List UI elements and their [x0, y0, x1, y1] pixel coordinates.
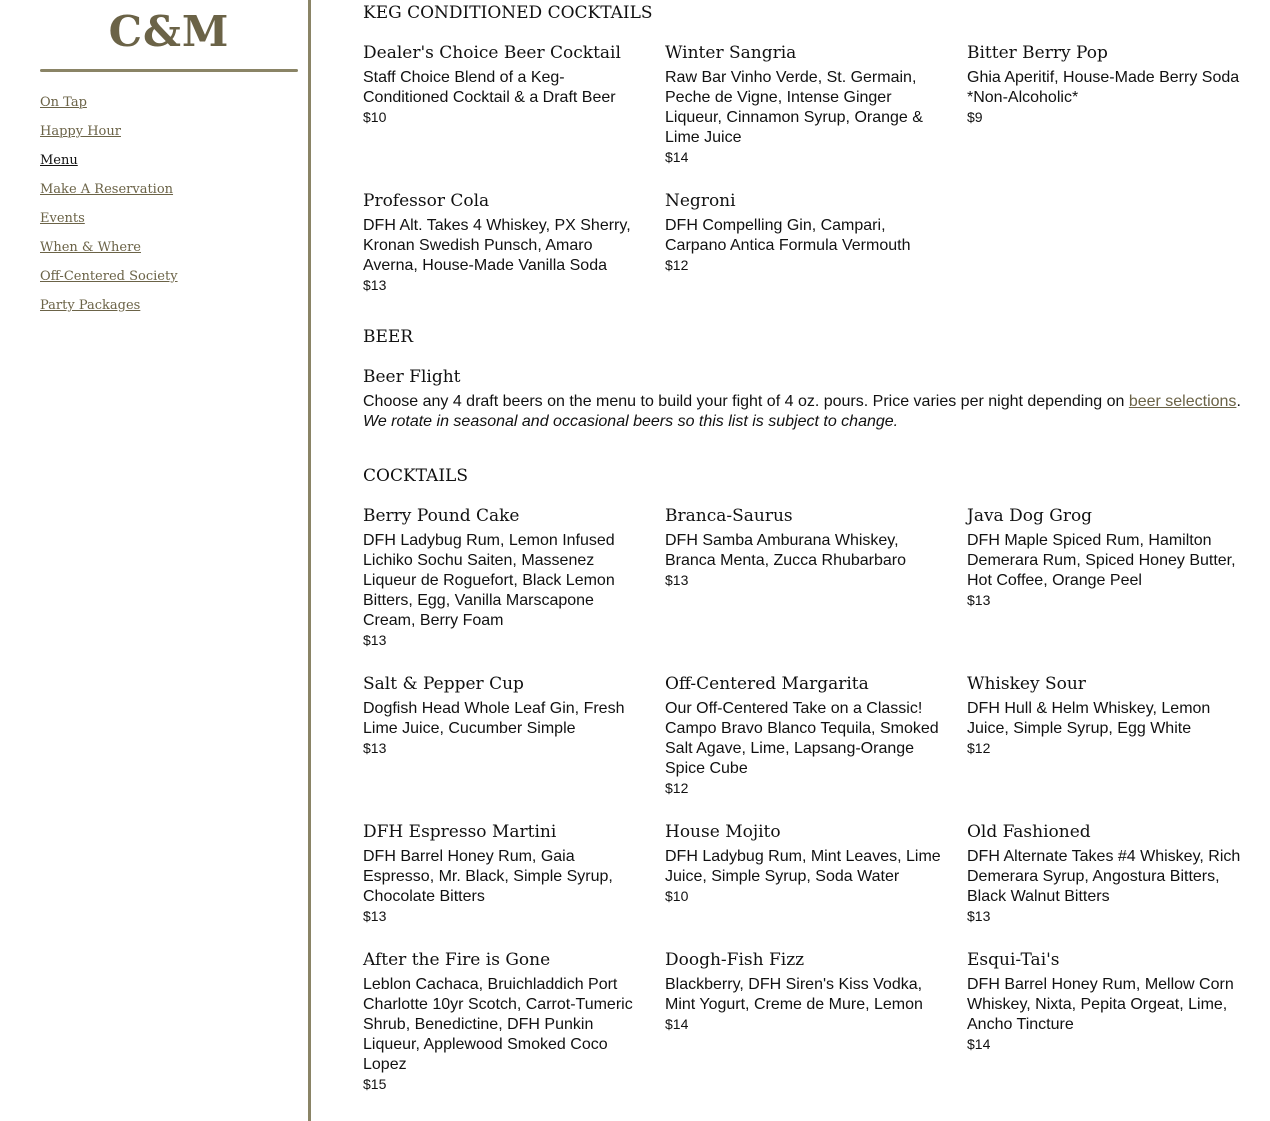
item-description: DFH Samba Amburana Whiskey, Branca Menta, Zucca Rhubarbaro [665, 532, 907, 569]
item-name: Off-Centered Margarita [665, 674, 869, 694]
sidebar [0, 0, 308, 1121]
menu-item [967, 671, 1249, 758]
item-price: $13 [967, 908, 991, 924]
item-price: $12 [665, 257, 689, 273]
item-price: $9 [967, 109, 983, 125]
nav-make-a-reservation[interactable]: Make A Reservation [40, 182, 174, 197]
beer-selections-link[interactable]: beer selections [1128, 393, 1237, 410]
menu-item [363, 671, 645, 758]
item-price: $14 [665, 149, 689, 165]
nav-party-packages[interactable]: Party Packages [40, 298, 141, 313]
menu-item [665, 188, 947, 275]
nav-off-centered-society[interactable]: Off-Centered Society [40, 269, 178, 284]
section-title-beer: BEER [363, 327, 414, 347]
item-description: Our Off-Centered Take on a Classic! Campo Bravo Blanco Tequila, Smoked Salt Agave, Lime, Lapsang-Orange Spice Cube [665, 700, 939, 777]
item-name: Winter Sangria [665, 43, 797, 63]
item-name: Esqui-Tai's [967, 950, 1060, 970]
nav-events[interactable]: Events [40, 211, 85, 226]
item-description [363, 392, 1248, 412]
logo-divider [40, 69, 298, 72]
item-price: $15 [363, 1076, 387, 1092]
item-description: DFH Compelling Gin, Campari, Carpano Antica Formula Vermouth [665, 217, 911, 254]
item-price: $14 [665, 1016, 689, 1032]
menu-item [665, 947, 947, 1034]
item-name: House Mojito [665, 822, 781, 842]
item-description: Blackberry, DFH Siren's Kiss Vodka, Mint Yogurt, Creme de Mure, Lemon [665, 976, 923, 1013]
flight-period: . [1236, 393, 1241, 410]
item-price: $13 [665, 572, 689, 588]
menu-item [967, 819, 1249, 926]
flight-description-text: Choose any 4 draft beers on the menu to build your fight of 4 oz. pours. Price varies per night depending on [363, 393, 1129, 410]
menu-item [967, 947, 1249, 1054]
item-name: Berry Pound Cake [363, 506, 520, 526]
menu-item [967, 40, 1249, 127]
item-price: $12 [967, 740, 991, 756]
item-description: Ghia Aperitif, House-Made Berry Soda *Non-Alcoholic* [967, 69, 1240, 106]
menu-item [363, 40, 645, 127]
menu-item [363, 188, 645, 295]
item-price: $13 [363, 908, 387, 924]
menu-item [665, 503, 947, 590]
menu-item [665, 819, 947, 906]
flight-note: We rotate in seasonal and occasional beers so this list is subject to change. [363, 413, 899, 430]
item-price: $12 [665, 780, 689, 796]
item-price: $13 [967, 592, 991, 608]
item-description: DFH Ladybug Rum, Lemon Infused Lichiko Sochu Saiten, Massenez Liqueur de Roguefort, Black Lemon Bitters, Egg, Vanilla Marscapone Cream, Berry Foam [363, 532, 615, 629]
sidebar-nav [40, 92, 178, 324]
menu-item [665, 40, 947, 167]
item-name: DFH Espresso Martini [363, 822, 557, 842]
item-price: $13 [363, 740, 387, 756]
beer-flight [363, 364, 1248, 432]
section-title-cocktails: COCKTAILS [363, 466, 468, 486]
item-description: Dogfish Head Whole Leaf Gin, Fresh Lime Juice, Cucumber Simple [363, 700, 625, 737]
item-description: DFH Barrel Honey Rum, Mellow Corn Whiskey, Nixta, Pepita Orgeat, Lime, Ancho Tincture [967, 976, 1234, 1033]
item-description: DFH Ladybug Rum, Mint Leaves, Lime Juice, Simple Syrup, Soda Water [665, 848, 941, 885]
item-name: Old Fashioned [967, 822, 1091, 842]
item-description: DFH Hull & Helm Whiskey, Lemon Juice, Simple Syrup, Egg White [967, 700, 1211, 737]
menu-item [665, 671, 947, 798]
menu-item [363, 819, 645, 926]
item-price: $14 [967, 1036, 991, 1052]
item-price: $10 [363, 109, 387, 125]
section-title-keg: KEG CONDITIONED COCKTAILS [363, 3, 653, 23]
item-name: Whiskey Sour [967, 674, 1086, 694]
item-name: After the Fire is Gone [363, 950, 551, 970]
nav-happy-hour[interactable]: Happy Hour [40, 124, 121, 139]
item-price: $13 [363, 277, 387, 293]
item-description: Staff Choice Blend of a Keg-Conditioned Cocktail & a Draft Beer [363, 69, 616, 106]
item-price: $10 [665, 888, 689, 904]
menu-item [363, 947, 645, 1094]
logo[interactable]: C&M [108, 7, 230, 56]
item-name: Salt & Pepper Cup [363, 674, 524, 694]
item-description: DFH Maple Spiced Rum, Hamilton Demerara Rum, Spiced Honey Butter, Hot Coffee, Orange Peel [967, 532, 1236, 589]
menu-item [967, 503, 1249, 610]
item-name: Java Dog Grog [967, 506, 1093, 526]
item-name: Bitter Berry Pop [967, 43, 1108, 63]
item-name: Branca-Saurus [665, 506, 793, 526]
nav-when-and-where[interactable]: When & Where [40, 240, 141, 255]
item-name: Doogh-Fish Fizz [665, 950, 805, 970]
menu-item [363, 503, 645, 650]
nav-on-tap[interactable]: On Tap [40, 95, 87, 110]
item-name: Dealer's Choice Beer Cocktail [363, 43, 621, 63]
nav-menu[interactable]: Menu [40, 153, 78, 168]
item-description: DFH Alt. Takes 4 Whiskey, PX Sherry, Kronan Swedish Punsch, Amaro Averna, House-Made Vanilla Soda [363, 217, 631, 274]
sidebar-divider [308, 0, 311, 1121]
item-price: $13 [363, 632, 387, 648]
item-name: Negroni [665, 191, 736, 211]
item-description: DFH Alternate Takes #4 Whiskey, Rich Demerara Syrup, Angostura Bitters, Black Walnut Bitters [967, 848, 1241, 905]
item-name: Professor Cola [363, 191, 490, 211]
item-description: DFH Barrel Honey Rum, Gaia Espresso, Mr. Black, Simple Syrup, Chocolate Bitters [363, 848, 613, 905]
item-name: Beer Flight [363, 367, 461, 387]
item-description: Raw Bar Vinho Verde, St. Germain, Peche de Vigne, Intense Ginger Liqueur, Cinnamon Syrup, Orange & Lime Juice [665, 69, 923, 146]
item-description: Leblon Cachaca, Bruichladdich Port Charlotte 10yr Scotch, Carrot-Tumeric Shrub, Benedictine, DFH Punkin Liqueur, Applewood Smoked Coco Lopez [363, 976, 633, 1073]
